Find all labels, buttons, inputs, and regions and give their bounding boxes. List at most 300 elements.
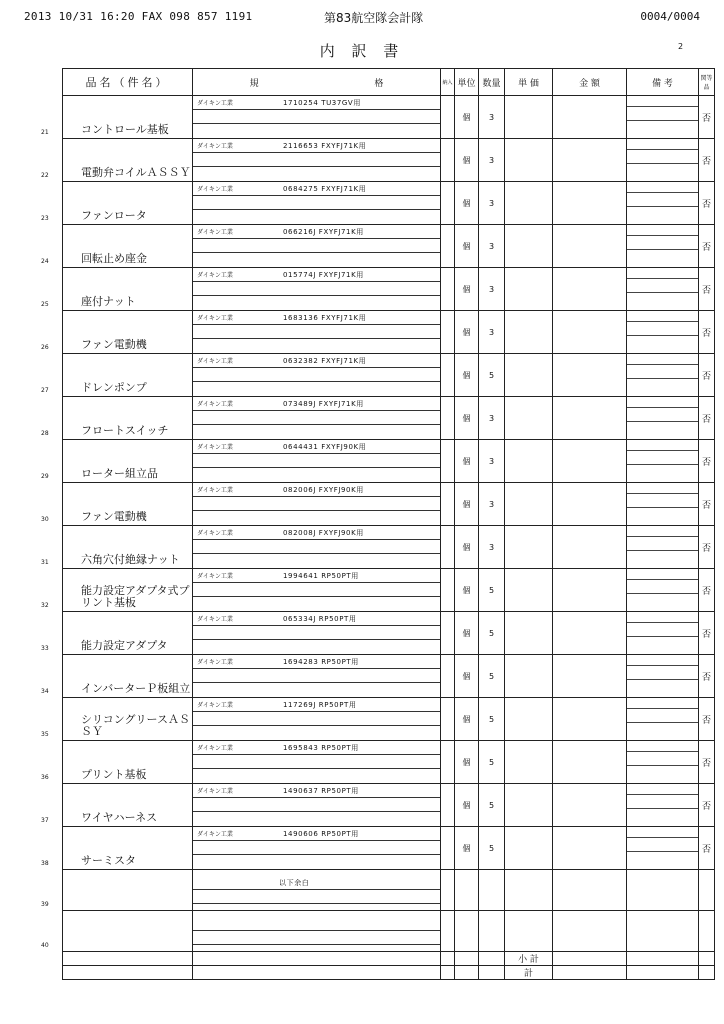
item-unit-price-cell [505,354,553,397]
item-flag-cell [441,96,455,139]
item-maker: ダイキン工業 [197,788,233,795]
item-unit-price-cell [505,182,553,225]
item-mark: 否 [701,328,711,339]
subtotal-label-cell [505,952,553,966]
item-unit: 個 [462,327,471,337]
footer-empty-cell [479,952,505,966]
item-maker: ダイキン工業 [197,487,233,494]
footer-empty-cell [63,952,193,966]
item-name: ドレンポンプ [81,381,147,394]
item-name-cell [41,698,193,741]
item-unit: 個 [462,413,471,423]
item-qty: 3 [488,456,495,466]
item-flag-cell [441,440,455,483]
footer-empty-cell [63,966,193,980]
item-name: フロートスイッチ [81,424,169,437]
blank-cell [441,870,455,911]
header-name: 品名（件名） [63,69,193,96]
blank-cell [553,911,627,952]
item-unit-price-cell [505,440,553,483]
blank-row [63,911,715,952]
item-mark: 否 [701,199,711,210]
table-row [63,225,715,268]
item-code-cell [699,397,715,440]
item-unit-cell [455,139,479,182]
item-part-code: 073489J FXYFJ71K用 [283,400,364,408]
item-part-code: 1683136 FXYFJ71K用 [283,314,367,322]
item-spec-cell [193,612,441,655]
item-remarks-cell [627,827,699,870]
footer-empty-cell [553,966,627,980]
item-unit: 個 [462,241,471,251]
item-remarks-cell [627,741,699,784]
item-part-code: 0632382 FXYFJ71K用 [283,357,367,365]
item-name-cell [41,827,193,870]
item-number: 22 [41,172,49,179]
footer-empty-cell [627,966,699,980]
item-qty: 5 [488,714,495,724]
item-number: 36 [41,774,49,781]
item-qty-cell [479,182,505,225]
item-flag-cell [441,827,455,870]
item-unit: 個 [462,800,471,810]
fax-page-count: 0004/0004 [640,10,700,23]
item-number: 34 [41,688,49,695]
item-maker: ダイキン工業 [197,358,233,365]
item-remarks-cell [627,268,699,311]
item-code-cell [699,741,715,784]
item-amount-cell [553,526,627,569]
item-unit-cell [455,354,479,397]
blank-cell [505,870,553,911]
subtotal-row [63,952,715,966]
item-qty: 3 [488,284,495,294]
item-remarks-cell [627,612,699,655]
item-unit-price-cell [505,612,553,655]
item-unit-cell [455,397,479,440]
footer-empty-cell [193,966,441,980]
item-code-cell [699,784,715,827]
footer-empty-cell [441,966,455,980]
item-flag-cell [441,225,455,268]
item-part-code: 0644431 FXYFJ90K用 [283,443,367,451]
item-remarks-cell [627,311,699,354]
item-remarks-cell [627,182,699,225]
table-row [63,354,715,397]
item-amount-cell [553,440,627,483]
item-unit-cell [455,182,479,225]
footer-empty-cell [699,952,715,966]
item-flag-cell [441,182,455,225]
item-name-cell [41,784,193,827]
table-row [63,612,715,655]
table-row [63,784,715,827]
header-spec-right: 格 [374,78,384,89]
item-flag-cell [441,354,455,397]
item-maker: ダイキン工業 [197,401,233,408]
item-qty: 5 [488,585,495,595]
item-name: 能力設定アダプタ [81,639,168,652]
item-flag-cell [441,311,455,354]
item-maker: ダイキン工業 [197,100,233,107]
blank-name-cell [41,911,193,952]
item-qty-cell [479,569,505,612]
item-code-cell [699,698,715,741]
item-name: インバーターＰ板組立 [81,682,191,695]
blank-spec-cell [193,911,441,952]
item-unit-price-cell [505,483,553,526]
item-maker: ダイキン工業 [197,143,233,150]
item-unit: 個 [462,370,471,380]
item-unit-price-cell [505,397,553,440]
item-qty: 5 [488,370,495,380]
item-amount-cell [553,569,627,612]
item-flag-cell [441,655,455,698]
footer-empty-cell [553,952,627,966]
item-remarks-cell [627,526,699,569]
item-number: 24 [41,258,49,265]
item-qty: 3 [488,198,495,208]
item-spec-cell [193,698,441,741]
item-name: シリコングリースＡＳＳＹ [81,713,191,738]
item-spec-cell [193,483,441,526]
item-amount-cell [553,311,627,354]
table-row [63,96,715,139]
item-code-cell [699,268,715,311]
item-code-cell [699,827,715,870]
item-qty-cell [479,354,505,397]
item-unit-price-cell [505,784,553,827]
item-unit-price-cell [505,569,553,612]
item-qty-cell [479,698,505,741]
item-part-code: 015774J FXYFJ71K用 [283,271,364,279]
total-label: 計 [523,969,533,979]
item-remarks-cell [627,569,699,612]
item-number: 23 [41,215,49,222]
item-remarks-cell [627,225,699,268]
item-unit-price-cell [505,827,553,870]
item-remarks-cell [627,139,699,182]
item-name: プリント基板 [81,768,147,781]
item-amount-cell [553,225,627,268]
item-part-code: 066216J FXYFJ71K用 [283,228,364,236]
header-qty: 数量 [479,69,505,96]
item-name-cell [41,655,193,698]
item-qty: 3 [488,155,495,165]
item-qty-cell [479,827,505,870]
item-number: 31 [41,559,49,566]
item-qty-cell [479,225,505,268]
item-part-code: 2116653 FXYFJ71K用 [283,142,367,150]
item-number: 32 [41,602,49,609]
item-flag-cell [441,698,455,741]
item-maker: ダイキン工業 [197,530,233,537]
item-amount-cell [553,354,627,397]
item-code-cell [699,182,715,225]
item-name-cell [41,311,193,354]
item-unit-cell [455,96,479,139]
footer-empty-cell [479,966,505,980]
item-unit-cell [455,827,479,870]
item-unit: 個 [462,671,471,681]
header-spec [193,69,441,96]
footer-empty-cell [455,952,479,966]
item-spec-cell [193,569,441,612]
item-name: 電動弁コイルＡＳＳＹ [81,166,191,179]
blank-note: 以下余白 [279,879,310,887]
blank-name-cell [41,870,193,911]
blank-cell [699,911,715,952]
blank-row [63,870,715,911]
footer-empty-cell [193,952,441,966]
item-unit-price-cell [505,96,553,139]
item-number: 30 [41,516,49,523]
item-name-cell [41,96,193,139]
item-number: 26 [41,344,49,351]
itemization-table [41,68,715,980]
item-qty: 3 [488,499,495,509]
item-flag-cell [441,526,455,569]
item-amount-cell [553,139,627,182]
item-unit: 個 [462,628,471,638]
item-part-code: 0684275 FXYFJ71K用 [283,185,367,193]
item-unit: 個 [462,456,471,466]
item-mark: 否 [701,844,711,855]
item-code-cell [699,655,715,698]
item-qty: 5 [488,757,495,767]
item-code-cell [699,354,715,397]
table-row [63,483,715,526]
item-mark: 否 [701,371,711,382]
blank-spec-cell [193,870,441,911]
item-code-cell [699,96,715,139]
item-unit-cell [455,483,479,526]
table-header-row [63,69,715,96]
item-maker: ダイキン工業 [197,186,233,193]
item-number: 35 [41,731,49,738]
item-number: 25 [41,301,49,308]
item-code-cell [699,225,715,268]
item-qty-cell [479,268,505,311]
footer-empty-cell [441,952,455,966]
item-unit-cell [455,268,479,311]
item-name-cell [41,397,193,440]
item-number: 29 [41,473,49,480]
item-spec-cell [193,139,441,182]
item-mark: 否 [701,672,711,683]
item-code-cell [699,483,715,526]
page-number: 2 [678,42,684,51]
header-code: 関等品 [699,69,715,96]
item-unit: 個 [462,499,471,509]
header-amount: 金 額 [553,69,627,96]
item-unit-cell [455,655,479,698]
blank-cell [455,870,479,911]
item-name-cell [41,612,193,655]
item-unit-cell [455,526,479,569]
item-mark: 否 [701,113,711,124]
item-part-code: 1490606 RP50PT用 [283,830,359,838]
item-amount-cell [553,612,627,655]
item-name-cell [41,526,193,569]
item-unit-cell [455,741,479,784]
item-unit-price-cell [505,655,553,698]
fax-organization: 第83航空隊会計隊 [324,11,424,25]
item-name: ファン電動機 [81,510,147,523]
item-qty: 3 [488,112,495,122]
fax-sender-line: 2013 10/31 16:20 FAX 098 857 1191 [24,10,253,23]
blank-cell [553,870,627,911]
item-spec-cell [193,655,441,698]
table-row [63,827,715,870]
item-unit-price-cell [505,225,553,268]
item-flag-cell [441,397,455,440]
footer-empty-cell [627,952,699,966]
item-qty-cell [479,526,505,569]
item-spec-cell [193,397,441,440]
item-maker: ダイキン工業 [197,573,233,580]
item-qty-cell [479,311,505,354]
item-remarks-cell [627,655,699,698]
item-name: 能力設定アダプタ式プリント基板 [81,584,190,609]
item-amount-cell [553,96,627,139]
table-row [63,698,715,741]
blank-cell [479,911,505,952]
item-name-cell [41,139,193,182]
table-row [63,268,715,311]
item-flag-cell [441,784,455,827]
item-qty: 3 [488,241,495,251]
item-maker: ダイキン工業 [197,616,233,623]
item-maker: ダイキン工業 [197,315,233,322]
item-unit: 個 [462,843,471,853]
total-label-cell [505,966,553,980]
table-row [63,655,715,698]
item-code-cell [699,440,715,483]
table-row [63,569,715,612]
item-unit-price-cell [505,268,553,311]
item-code-cell [699,139,715,182]
item-mark: 否 [701,457,711,468]
item-unit: 個 [462,714,471,724]
item-qty-cell [479,397,505,440]
item-mark: 否 [701,715,711,726]
item-unit-cell [455,569,479,612]
item-unit: 個 [462,198,471,208]
item-maker: ダイキン工業 [197,272,233,279]
item-spec-cell [193,311,441,354]
item-spec-cell [193,354,441,397]
item-maker: ダイキン工業 [197,444,233,451]
item-number: 28 [41,430,49,437]
item-part-code: 1710254 TU37GV用 [283,99,361,107]
item-unit-cell [455,698,479,741]
item-mark: 否 [701,758,711,769]
total-row [63,966,715,980]
item-remarks-cell [627,96,699,139]
item-code-cell [699,526,715,569]
item-qty-cell [479,741,505,784]
item-remarks-cell [627,440,699,483]
item-qty-cell [479,96,505,139]
item-amount-cell [553,827,627,870]
item-unit-cell [455,612,479,655]
item-amount-cell [553,268,627,311]
header-flag: 納入 [441,69,455,96]
item-name: コントロール基板 [81,123,169,136]
item-part-code: 082006J FXYFJ90K用 [283,486,364,494]
item-maker: ダイキン工業 [197,702,233,709]
blank-cell [627,870,699,911]
item-unit-price-cell [505,526,553,569]
item-qty: 5 [488,671,495,681]
blank-cell [505,911,553,952]
item-spec-cell [193,827,441,870]
item-qty-cell [479,483,505,526]
item-number: 37 [41,817,49,824]
blank-row-number: 39 [41,901,49,908]
item-spec-cell [193,741,441,784]
item-qty: 5 [488,628,495,638]
item-mark: 否 [701,242,711,253]
item-unit-cell [455,784,479,827]
item-remarks-cell [627,483,699,526]
item-amount-cell [553,397,627,440]
item-qty: 3 [488,327,495,337]
item-code-cell [699,612,715,655]
fax-header [24,10,700,26]
item-mark: 否 [701,500,711,511]
item-unit: 個 [462,112,471,122]
item-part-code: 1695843 RP50PT用 [283,744,359,752]
item-mark: 否 [701,414,711,425]
item-spec-cell [193,526,441,569]
item-name-cell [41,182,193,225]
item-part-code: 082008J FXYFJ90K用 [283,529,364,537]
item-spec-cell [193,96,441,139]
item-spec-cell [193,268,441,311]
item-maker: ダイキン工業 [197,659,233,666]
table-row [63,139,715,182]
item-amount-cell [553,655,627,698]
item-unit-cell [455,311,479,354]
item-name: ファンロータ [81,209,147,222]
item-code-cell [699,311,715,354]
item-unit-price-cell [505,698,553,741]
header-unit-price: 単 価 [505,69,553,96]
item-spec-cell [193,784,441,827]
item-flag-cell [441,569,455,612]
item-flag-cell [441,268,455,311]
item-name-cell [41,268,193,311]
item-unit-cell [455,440,479,483]
item-name: ワイヤハーネス [81,811,158,824]
item-flag-cell [441,741,455,784]
item-name: 座付ナット [81,295,136,308]
item-mark: 否 [701,156,711,167]
item-flag-cell [441,612,455,655]
table-row [63,182,715,225]
item-number: 21 [41,129,49,136]
item-remarks-cell [627,354,699,397]
item-mark: 否 [701,586,711,597]
item-amount-cell [553,698,627,741]
blank-cell [441,911,455,952]
item-qty-cell [479,612,505,655]
item-qty: 3 [488,413,495,423]
item-part-code: 1490637 RP50PT用 [283,787,359,795]
header-remarks: 備 考 [627,69,699,96]
